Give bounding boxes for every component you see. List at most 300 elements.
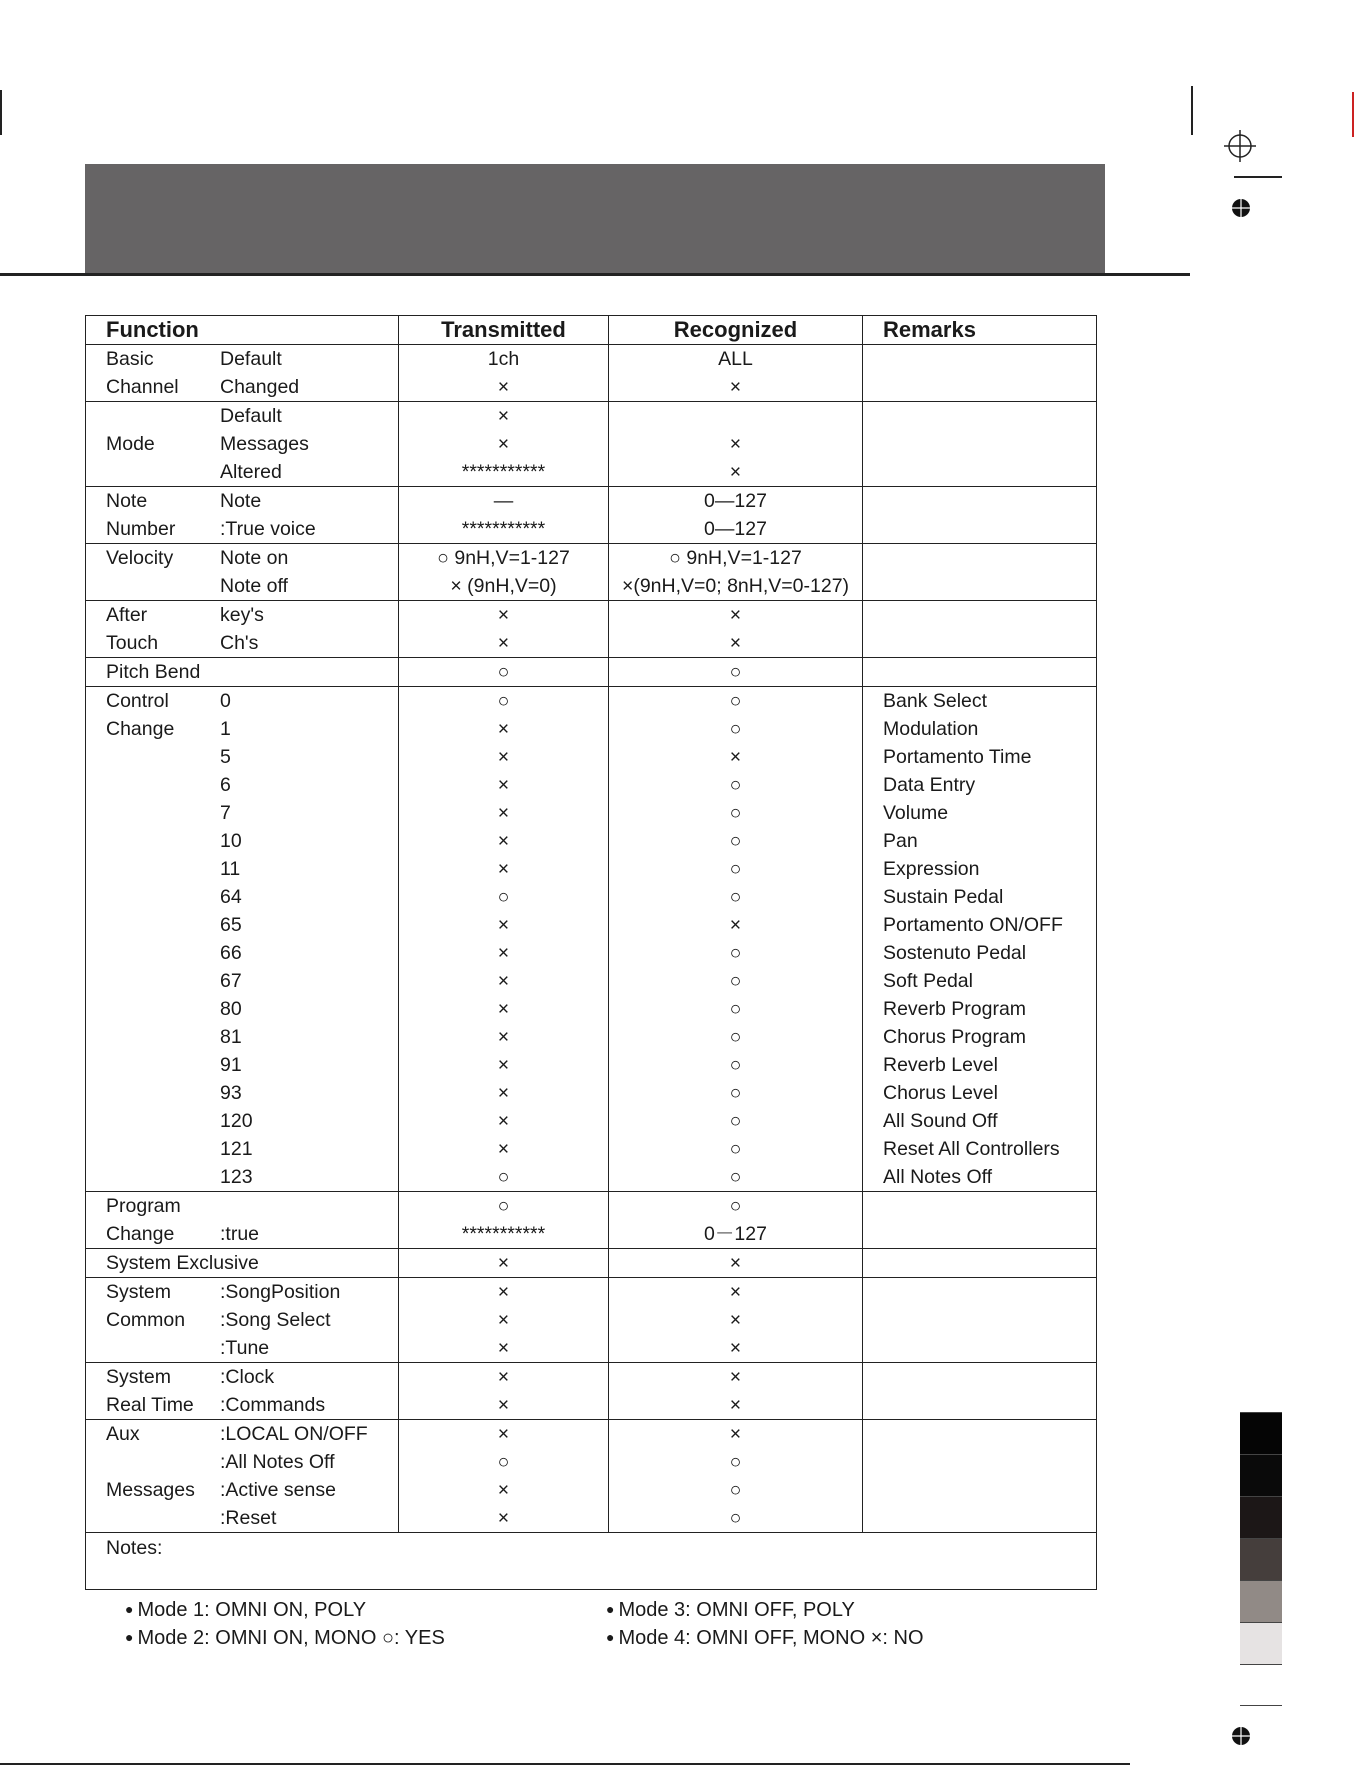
recognized-cell — [609, 1363, 863, 1420]
mode-legend-item: ● Mode 2: OMNI ON, MONO ○: YES — [125, 1627, 445, 1649]
remark-text — [883, 487, 1096, 515]
function-item: :LOCAL ON/OFF — [220, 1423, 368, 1445]
function-item: 123 — [220, 1166, 253, 1188]
remark-text — [883, 1448, 1096, 1476]
function-item: 93 — [220, 1082, 242, 1104]
transmitted-cell — [399, 345, 609, 402]
recognized-value: 0－127 — [704, 1223, 767, 1245]
function-item: Default — [220, 348, 282, 370]
transmitted-value: — — [493, 490, 514, 512]
transmitted-value: × — [497, 1138, 510, 1160]
recognized-value: ○ — [729, 1451, 742, 1473]
recognized-value: ○ — [729, 1082, 742, 1104]
function-item: 64 — [220, 886, 242, 908]
recognized-value: 0—127 — [704, 490, 767, 512]
remarks-cell — [863, 345, 1097, 402]
recognized-cell — [609, 402, 863, 487]
recognized-cell — [609, 1420, 863, 1533]
transmitted-value: 1ch — [487, 348, 520, 370]
remark-text: Modulation — [883, 718, 979, 740]
recognized-cell — [609, 1249, 863, 1278]
function-cell — [86, 1278, 399, 1363]
recognized-value: ○ — [729, 1479, 742, 1501]
function-item: :Song Select — [220, 1309, 331, 1331]
recognized-value: ○ — [729, 998, 742, 1020]
color-swatch — [1240, 1622, 1282, 1664]
registration-crosshair-icon — [1224, 130, 1256, 162]
remark-text — [883, 1334, 1096, 1362]
transmitted-value: × — [497, 718, 510, 740]
recognized-value: ○ — [729, 774, 742, 796]
transmitted-value: ○ — [497, 1451, 510, 1473]
function-item: 91 — [220, 1054, 242, 1076]
function-item: Default — [220, 405, 282, 427]
transmitted-value: × — [497, 1054, 510, 1076]
recognized-value: ○ — [729, 1195, 742, 1217]
function-line — [86, 1023, 398, 1051]
function-line — [86, 1420, 398, 1448]
transmitted-value: × (9nH,V=0) — [450, 575, 557, 597]
transmitted-cell — [399, 1420, 609, 1533]
midi-implementation-chart — [85, 315, 1097, 1590]
color-swatch — [1240, 1664, 1282, 1706]
recognized-value: × — [729, 914, 742, 936]
notes-row — [86, 1533, 1097, 1590]
remark-text: Portamento ON/OFF — [883, 914, 1063, 936]
remark-text — [883, 629, 1096, 657]
color-swatch — [1240, 1412, 1282, 1454]
function-line — [86, 855, 398, 883]
recognized-cell — [609, 601, 863, 658]
function-category: Mode — [106, 433, 155, 455]
transmitted-value: × — [497, 1026, 510, 1048]
color-swatch — [1240, 1496, 1282, 1538]
transmitted-value: ○ — [497, 661, 510, 683]
recognized-cell — [609, 1278, 863, 1363]
remark-text: All Notes Off — [883, 1166, 993, 1188]
remark-text: Sustain Pedal — [883, 886, 1004, 908]
function-item: :True voice — [220, 518, 316, 540]
function-item: Note on — [220, 547, 289, 569]
remarks-cell — [863, 1192, 1097, 1249]
remark-text: Portamento Time — [883, 746, 1032, 768]
recognized-value: × — [729, 746, 742, 768]
function-category: Pitch Bend — [106, 661, 201, 683]
header-banner — [85, 164, 1105, 274]
transmitted-value: ○ — [497, 886, 510, 908]
recognized-value: × — [729, 376, 742, 398]
remarks-cell — [863, 487, 1097, 544]
mode-legend-left — [125, 1595, 445, 1651]
transmitted-cell — [399, 1249, 609, 1278]
function-line — [86, 715, 398, 743]
transmitted-value: *********** — [461, 518, 546, 540]
function-line — [86, 1192, 398, 1220]
transmitted-value: ○ — [497, 690, 510, 712]
table-row-program-change — [86, 1192, 1097, 1249]
recognized-cell — [609, 687, 863, 1192]
function-line — [86, 1107, 398, 1135]
bullet-icon: ● — [606, 1601, 615, 1617]
recognized-cell — [609, 658, 863, 687]
transmitted-value: × — [497, 1110, 510, 1132]
function-line — [86, 967, 398, 995]
function-line — [86, 1278, 398, 1306]
function-item: Altered — [220, 461, 282, 483]
function-line — [86, 995, 398, 1023]
function-cell — [86, 544, 399, 601]
recognized-value: ○ — [729, 830, 742, 852]
table-row-mode — [86, 402, 1097, 487]
transmitted-value: × — [497, 376, 510, 398]
table-header-row — [86, 316, 1097, 345]
recognized-value: × — [729, 1281, 742, 1303]
remark-text — [883, 658, 1096, 686]
function-item: 6 — [220, 774, 231, 796]
function-item: 5 — [220, 746, 231, 768]
remarks-cell — [863, 601, 1097, 658]
function-item: 81 — [220, 1026, 242, 1048]
recognized-value: ○ 9nH,V=1-127 — [669, 547, 802, 569]
remark-text: Reverb Program — [883, 998, 1027, 1020]
function-category: Channel — [106, 376, 179, 398]
table-body — [86, 345, 1097, 1533]
function-line — [86, 1135, 398, 1163]
remark-text — [883, 345, 1096, 373]
remark-text — [883, 572, 1096, 600]
function-line — [86, 1391, 398, 1419]
table-row-system-common — [86, 1278, 1097, 1363]
remark-text — [883, 1220, 1096, 1248]
mode-legend-item: ● Mode 3: OMNI OFF, POLY — [606, 1599, 855, 1621]
function-item: 67 — [220, 970, 242, 992]
transmitted-value: × — [497, 746, 510, 768]
remark-text — [883, 430, 1096, 458]
function-cell — [86, 658, 399, 687]
transmitted-cell — [399, 601, 609, 658]
function-line — [86, 1504, 398, 1532]
transmitted-value: × — [497, 1423, 510, 1445]
function-line — [86, 827, 398, 855]
crop-mark-right — [1191, 86, 1193, 135]
function-line — [86, 1249, 398, 1277]
function-item: Note off — [220, 575, 288, 597]
function-cell — [86, 601, 399, 658]
recognized-value: ○ — [729, 886, 742, 908]
recognized-cell — [609, 544, 863, 601]
remark-text: Reverb Level — [883, 1054, 998, 1076]
recognized-value: ○ — [729, 1166, 742, 1188]
function-line — [86, 544, 398, 572]
function-line — [86, 1363, 398, 1391]
remark-text — [883, 1278, 1096, 1306]
transmitted-value: × — [497, 405, 510, 427]
function-line — [86, 487, 398, 515]
function-item: 1 — [220, 718, 231, 740]
function-item: :SongPosition — [220, 1281, 341, 1303]
function-item: Messages — [220, 433, 309, 455]
recognized-cell — [609, 345, 863, 402]
transmitted-value: ○ — [497, 1195, 510, 1217]
recognized-value: ○ — [729, 1138, 742, 1160]
recognized-value: ○ — [729, 970, 742, 992]
registration-dot-icon — [1230, 197, 1252, 219]
function-item: 10 — [220, 830, 242, 852]
remark-text — [883, 1504, 1096, 1532]
remark-text — [883, 601, 1096, 629]
function-category: Control — [106, 690, 169, 712]
transmitted-cell — [399, 658, 609, 687]
transmitted-value: × — [497, 1252, 510, 1274]
function-item: 121 — [220, 1138, 253, 1160]
remarks-cell — [863, 544, 1097, 601]
remark-text: Sostenuto Pedal — [883, 942, 1027, 964]
function-item: 66 — [220, 942, 242, 964]
function-line — [86, 1163, 398, 1191]
function-item: 120 — [220, 1110, 253, 1132]
function-line — [86, 1476, 398, 1504]
function-category: Messages — [106, 1479, 195, 1501]
mode-legend-right — [606, 1595, 924, 1651]
transmitted-value: × — [497, 433, 510, 455]
remarks-cell — [863, 1278, 1097, 1363]
function-item: key's — [220, 604, 264, 626]
transmitted-value: × — [497, 632, 510, 654]
remark-text — [883, 373, 1096, 401]
function-cell — [86, 1420, 399, 1533]
function-item: 65 — [220, 914, 242, 936]
recognized-value: ○ — [729, 718, 742, 740]
remark-text: Reset All Controllers — [883, 1138, 1060, 1160]
function-item: Changed — [220, 376, 300, 398]
recognized-value: × — [729, 632, 742, 654]
transmitted-value: × — [497, 942, 510, 964]
recognized-value: ○ — [729, 1110, 742, 1132]
transmitted-value: ○ 9nH,V=1-127 — [437, 547, 570, 569]
remark-text — [883, 1476, 1096, 1504]
remark-text — [883, 544, 1096, 572]
recognized-value: × — [729, 433, 742, 455]
function-line — [86, 658, 398, 686]
remark-text — [883, 458, 1096, 486]
transmitted-value: × — [497, 970, 510, 992]
function-item: :Tune — [220, 1337, 270, 1359]
color-swatch — [1240, 1538, 1282, 1580]
header-transmitted: Transmitted — [399, 316, 609, 345]
table-row-note-number — [86, 487, 1097, 544]
function-category: Common — [106, 1309, 186, 1331]
remarks-cell — [863, 1249, 1097, 1278]
remarks-cell — [863, 1420, 1097, 1533]
remark-text — [883, 1420, 1096, 1448]
remark-text — [883, 1306, 1096, 1334]
recognized-cell — [609, 487, 863, 544]
table-row-pitch-bend — [86, 658, 1097, 687]
table-row-velocity — [86, 544, 1097, 601]
crop-mark-red — [1352, 92, 1354, 137]
color-swatch — [1240, 1454, 1282, 1496]
function-item: :Active sense — [220, 1479, 336, 1501]
header-remarks: Remarks — [863, 316, 1097, 345]
function-item: :Commands — [220, 1394, 326, 1416]
recognized-value: ALL — [718, 348, 753, 370]
remark-text: Volume — [883, 802, 949, 824]
recognized-value: 0—127 — [704, 518, 767, 540]
function-category: System — [106, 1366, 172, 1388]
function-category: System Exclusive — [106, 1252, 259, 1274]
function-category: Basic — [106, 348, 154, 370]
table-row-control-change — [86, 687, 1097, 1192]
remark-text: Bank Select — [883, 690, 988, 712]
transmitted-value: × — [497, 1281, 510, 1303]
function-item: :true — [220, 1223, 260, 1245]
function-category: Aux — [106, 1423, 140, 1445]
transmitted-value: × — [497, 1366, 510, 1388]
function-item: Ch's — [220, 632, 259, 654]
transmitted-value: ○ — [497, 1166, 510, 1188]
function-item: :Clock — [220, 1366, 275, 1388]
function-line — [86, 1448, 398, 1476]
function-line — [86, 629, 398, 657]
function-category: Change — [106, 1223, 175, 1245]
function-category: Touch — [106, 632, 159, 654]
remark-text — [883, 1249, 1096, 1277]
function-line — [86, 1220, 398, 1248]
function-line — [86, 345, 398, 373]
function-line — [86, 743, 398, 771]
transmitted-value: × — [497, 604, 510, 626]
remark-text: All Sound Off — [883, 1110, 998, 1132]
function-line — [86, 1334, 398, 1362]
function-line — [86, 373, 398, 401]
function-item: Note — [220, 490, 262, 512]
recognized-value: ○ — [729, 1507, 742, 1529]
recognized-cell — [609, 1192, 863, 1249]
table-row-system-real-time — [86, 1363, 1097, 1420]
function-cell — [86, 402, 399, 487]
transmitted-cell — [399, 1192, 609, 1249]
recognized-value: × — [729, 604, 742, 626]
recognized-value: × — [729, 461, 742, 483]
notes-label: Notes: — [106, 1537, 163, 1559]
function-line — [86, 1051, 398, 1079]
transmitted-value: × — [497, 830, 510, 852]
function-line — [86, 402, 398, 430]
transmitted-value: *********** — [461, 461, 546, 483]
transmitted-value: × — [497, 1394, 510, 1416]
function-cell — [86, 487, 399, 544]
transmitted-value: × — [497, 1507, 510, 1529]
function-line — [86, 687, 398, 715]
remark-text: Expression — [883, 858, 980, 880]
recognized-value: × — [729, 1337, 742, 1359]
remark-text — [883, 402, 1096, 430]
transmitted-value: × — [497, 914, 510, 936]
table-row-aux-messages — [86, 1420, 1097, 1533]
transmitted-value: × — [497, 1337, 510, 1359]
transmitted-cell — [399, 687, 609, 1192]
function-line — [86, 939, 398, 967]
remark-text: Pan — [883, 830, 918, 852]
function-item: 80 — [220, 998, 242, 1020]
transmitted-value: × — [497, 1082, 510, 1104]
function-line — [86, 911, 398, 939]
recognized-value — [609, 402, 862, 430]
function-category: Number — [106, 518, 176, 540]
transmitted-value: × — [497, 774, 510, 796]
transmitted-value: *********** — [461, 1223, 546, 1245]
remarks-cell — [863, 1363, 1097, 1420]
function-cell — [86, 1249, 399, 1278]
transmitted-cell — [399, 544, 609, 601]
recognized-value: × — [729, 1394, 742, 1416]
remark-text — [883, 515, 1096, 543]
function-line — [86, 1079, 398, 1107]
function-cell — [86, 345, 399, 402]
transmitted-value: × — [497, 858, 510, 880]
header-rule — [0, 273, 1190, 276]
color-swatch — [1240, 1580, 1282, 1622]
transmitted-cell — [399, 1278, 609, 1363]
header-function: Function — [86, 316, 399, 345]
registration-dot-bottom-icon — [1230, 1725, 1252, 1747]
recognized-value: ○ — [729, 690, 742, 712]
recognized-value: × — [729, 1366, 742, 1388]
function-cell — [86, 1363, 399, 1420]
function-item: :All Notes Off — [220, 1451, 335, 1473]
bullet-icon: ● — [606, 1629, 615, 1645]
remark-text: Data Entry — [883, 774, 976, 796]
function-category: Program — [106, 1195, 181, 1217]
recognized-value: × — [729, 1252, 742, 1274]
recognized-value: ○ — [729, 802, 742, 824]
transmitted-value: × — [497, 1309, 510, 1331]
notes-cell — [86, 1533, 1097, 1590]
function-item: 0 — [220, 690, 231, 712]
mode-legend-item: ● Mode 4: OMNI OFF, MONO ×: NO — [606, 1627, 924, 1649]
transmitted-cell — [399, 1363, 609, 1420]
function-category: Velocity — [106, 547, 174, 569]
registration-line — [1234, 176, 1282, 178]
function-item: 7 — [220, 802, 231, 824]
transmitted-value: × — [497, 1479, 510, 1501]
function-line — [86, 771, 398, 799]
remarks-cell — [863, 402, 1097, 487]
function-category: Real Time — [106, 1394, 194, 1416]
transmitted-cell — [399, 402, 609, 487]
function-cell — [86, 1192, 399, 1249]
function-line — [86, 458, 398, 486]
transmitted-cell — [399, 487, 609, 544]
function-item: 11 — [220, 858, 241, 880]
remark-text — [883, 1391, 1096, 1419]
remark-text — [883, 1192, 1096, 1220]
function-line — [86, 883, 398, 911]
remark-text: Chorus Program — [883, 1026, 1027, 1048]
header-recognized: Recognized — [609, 316, 863, 345]
function-line — [86, 601, 398, 629]
remarks-cell — [863, 687, 1097, 1192]
function-line — [86, 1306, 398, 1334]
remarks-cell — [863, 658, 1097, 687]
bullet-icon: ● — [125, 1601, 134, 1617]
function-line — [86, 572, 398, 600]
table-row-basic-channel — [86, 345, 1097, 402]
remark-text: Soft Pedal — [883, 970, 973, 992]
recognized-value: ○ — [729, 1054, 742, 1076]
bottom-rule — [0, 1763, 1130, 1765]
function-line — [86, 799, 398, 827]
